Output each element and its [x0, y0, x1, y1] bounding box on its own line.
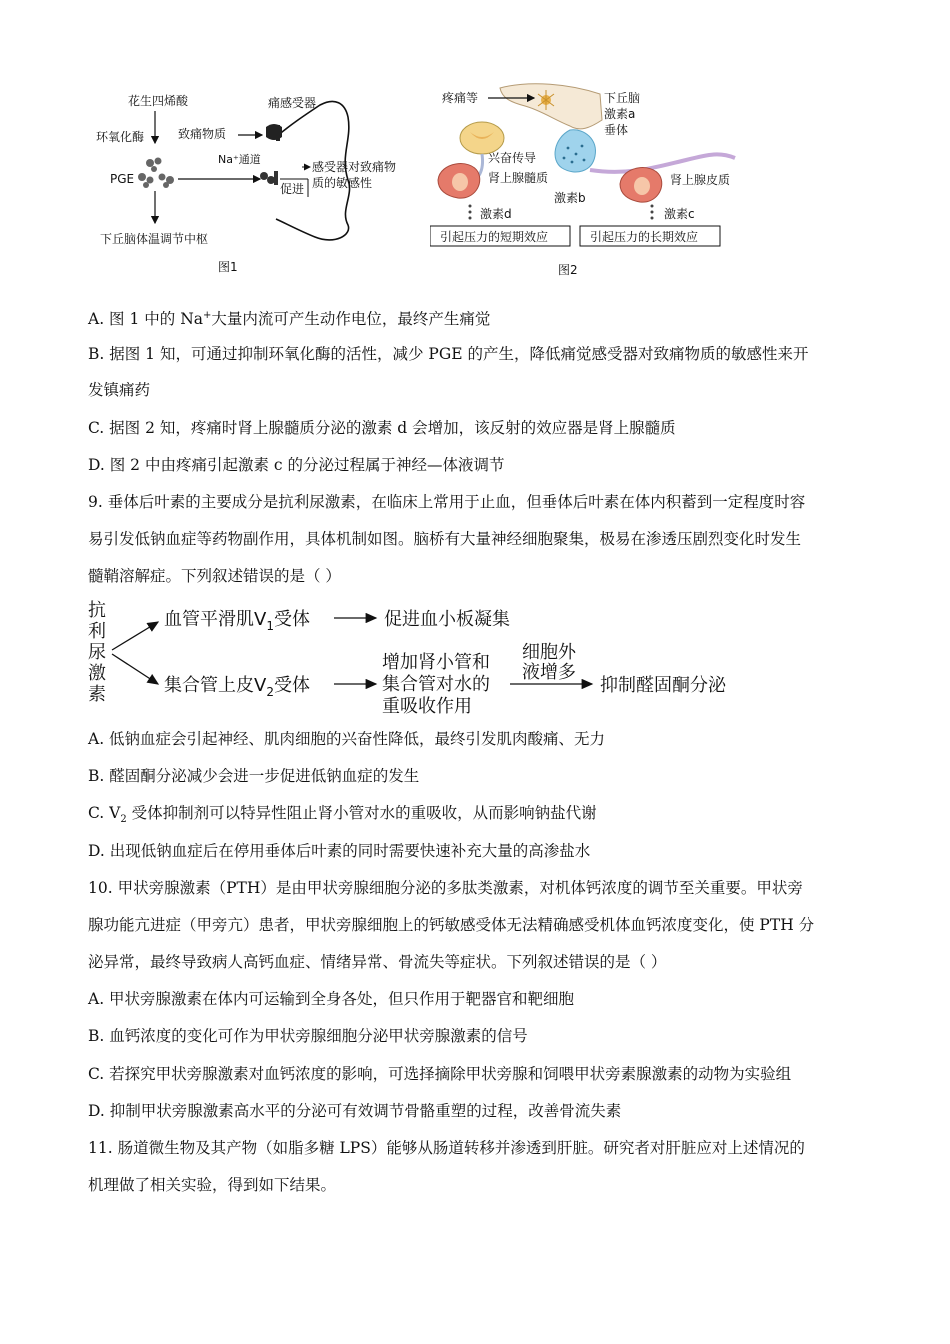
figure-1 — [90, 85, 410, 280]
ecf-label-1: 细胞外 — [522, 642, 576, 663]
q11-stem-line2: 机理做了相关实验，得到如下结果。 — [88, 1176, 337, 1194]
adh-char-4: 激 — [88, 663, 106, 684]
arachidonic-label: 花生四烯酸 — [128, 94, 189, 108]
adrenal-cortex-label: 肾上腺皮质 — [670, 173, 731, 187]
q9-option-d: D. 出现低钠血症后在停用垂体后叶素的同时需要快速补充大量的高渗盐水 — [88, 842, 591, 860]
q9-stem-line3: 髓鞘溶解症。下列叙述错误的是（ ） — [88, 567, 341, 585]
reabsorb-label-1: 增加肾小管和 — [382, 652, 490, 673]
adh-char-2: 利 — [88, 621, 106, 642]
figure-2 — [430, 80, 760, 280]
q10-stem-line1: 10. 甲状旁腺激素（PTH）是由甲状旁腺细胞分泌的多肽类激素，对机体钙浓度的调节至关重要。甲状旁 — [88, 879, 803, 897]
hypothalamus-center-label: 下丘脑体温调节中枢 — [100, 232, 209, 246]
q9-flow-diagram — [88, 598, 768, 720]
hormone-d-label: 激素d — [480, 207, 512, 221]
reabsorb-label-2: 集合管对水的 — [382, 674, 490, 695]
q9-stem-line2: 易引发低钠血症等药物副作用，具体机制如图。脑桥有大量神经细胞聚集，极易在渗透压剧烈变化时发生 — [88, 530, 802, 548]
q8-option-d: D. 图 2 中由疼痛引起激素 c 的分泌过程属于神经—体液调节 — [88, 456, 505, 474]
q10-option-c: C. 若探究甲状旁腺激素对血钙浓度的影响，可选择摘除甲状旁腺和饲喂甲状旁素腺激素的动物为实验组 — [88, 1065, 792, 1083]
receptor-icon — [266, 124, 282, 141]
adrenal-medulla-label: 肾上腺髓质 — [488, 171, 549, 185]
q9-option-c: C. $V_2$ 受体抑制剂可以特异性阻止肾小管对水的重吸收，从而影响钠盐代谢 — [88, 804, 597, 826]
v2-receptor-label: 集合管上皮$V_2$受体 — [164, 675, 310, 699]
aldosterone-label: 抑制醛固酮分泌 — [600, 675, 726, 696]
q10-stem-line3: 泌异常，最终导致病人高钙血症、情绪异常、骨流失等症状。下列叙述错误的是（ ） — [88, 953, 667, 971]
pituitary-shape — [555, 130, 595, 172]
promote-label: 促进 — [280, 182, 305, 196]
v1-receptor-label: 血管平滑肌$V_1$受体 — [164, 609, 310, 633]
q10-option-a: A. 甲状旁腺激素在体内可运输到全身各处，但只作用于靶器官和靶细胞 — [88, 990, 575, 1008]
na-channel-icon — [260, 171, 278, 185]
pain-substance-label: 致痛物质 — [178, 127, 227, 141]
figure-2-caption: 图2 — [558, 263, 578, 277]
cox-label: 环氧化酶 — [96, 130, 145, 144]
left-adrenal-icon — [438, 164, 480, 199]
q9-option-a: A. 低钠血症会引起神经、肌肉细胞的兴奋性降低，最终引发肌肉酸痛、无力 — [88, 730, 606, 748]
long-term-label: 引起压力的长期效应 — [590, 230, 699, 244]
short-term-label: 引起压力的短期效应 — [440, 230, 549, 244]
adh-char-5: 素 — [88, 684, 106, 705]
reabsorb-label-3: 重吸收作用 — [382, 696, 472, 717]
pain-receptor-label: 痛感受器 — [268, 96, 317, 110]
adh-char-1: 抗 — [88, 600, 106, 621]
q9-stem-line1: 9. 垂体后叶素的主要成分是抗利尿激素，在临床上常用于止血，但垂体后叶素在体内积蓄到一定程度时容 — [88, 493, 806, 511]
hormone-c-dots — [651, 205, 654, 220]
figure-1-caption: 图1 — [218, 260, 238, 274]
hormone-d-dots — [469, 205, 472, 220]
ecf-label-2: 液增多 — [522, 662, 576, 683]
excitation-label: 兴奋传导 — [488, 151, 537, 165]
pge-molecules — [138, 158, 174, 189]
q8-option-c: C. 据图 2 知，疼痛时肾上腺髓质分泌的激素 d 会增加，该反射的效应器是肾上腺髓质 — [88, 419, 676, 437]
right-adrenal-icon — [620, 168, 662, 203]
q9-option-b: B. 醛固酮分泌减少会进一步促进低钠血症的发生 — [88, 767, 420, 785]
hormone-b-label: 激素b — [554, 191, 586, 205]
pain-etc-label: 疼痛等 — [442, 91, 479, 105]
sensitivity-label-1: 感受器对致痛物 — [312, 160, 397, 174]
q8-option-b-line2: 发镇痛药 — [88, 381, 151, 399]
q8-option-b-line1: B. 据图 1 知，可通过抑制环氧化酶的活性，减少 PGE 的产生，降低痛觉感受器对致痛物质的敏感性来开 — [88, 345, 809, 363]
adh-char-3: 尿 — [88, 642, 106, 663]
q10-option-d: D. 抑制甲状旁腺激素高水平的分泌可有效调节骨骼重塑的过程，改善骨流失素 — [88, 1102, 622, 1120]
hypothalamus-label: 下丘脑 — [604, 91, 641, 105]
hormone-c-label: 激素c — [664, 207, 695, 221]
q10-stem-line2: 腺功能亢进症（甲旁亢）患者，甲状旁腺细胞上的钙敏感受体无法精确感受机体血钙浓度变化，使 PTH 分 — [88, 916, 815, 934]
pituitary-label: 垂体 — [604, 123, 629, 137]
hormone-a-label: 激素a — [604, 107, 636, 121]
platelet-label: 促进血小板凝集 — [384, 609, 510, 630]
spinal-cord-icon — [460, 122, 504, 154]
q11-stem-line1: 11. 肠道微生物及其产物（如脂多糖 LPS）能够从肠道转移并渗透到肝脏。研究者对肝脏应对上述情况的 — [88, 1139, 805, 1157]
na-channel-label: Na⁺通道 — [218, 153, 261, 166]
q10-option-b: B. 血钙浓度的变化可作为甲状旁腺细胞分泌甲状旁腺激素的信号 — [88, 1027, 528, 1045]
hypothalamus-shape — [500, 84, 602, 129]
sensitivity-label-2: 质的敏感性 — [312, 176, 373, 190]
q8-option-a: A. 图 1 中的 Na+大量内流可产生动作电位，最终产生痛觉 — [88, 310, 491, 329]
pge-label: PGE — [110, 172, 135, 186]
